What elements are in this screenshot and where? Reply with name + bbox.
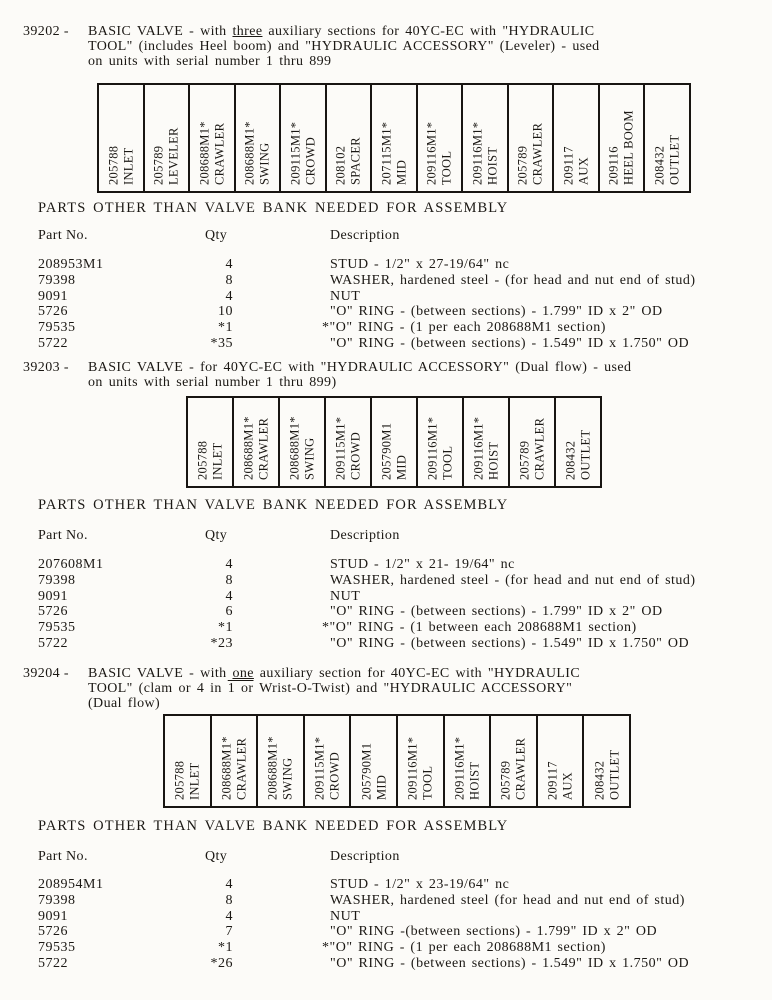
part-number: 208688M1* bbox=[265, 736, 280, 800]
parts-row bbox=[38, 589, 768, 605]
col-qty: Qty bbox=[205, 849, 228, 864]
parts-row bbox=[38, 636, 768, 652]
qty: 8 bbox=[225, 272, 233, 288]
valve-section-label bbox=[554, 86, 597, 190]
part-no: 79398 bbox=[38, 892, 76, 908]
section-name: MID bbox=[393, 159, 408, 185]
heading-line-3: (Dual flow) bbox=[88, 696, 161, 711]
parts-table-39202 bbox=[38, 257, 768, 352]
parts-row bbox=[38, 304, 768, 320]
part-no: 5722 bbox=[38, 955, 68, 971]
parts-row bbox=[38, 924, 768, 940]
section-name: TOOL bbox=[439, 150, 454, 185]
parts-row bbox=[38, 273, 768, 289]
parts-heading: PARTS OTHER THAN VALVE BANK NEEDED FOR ASSEMBLY bbox=[38, 497, 509, 513]
section-name: SPACER bbox=[348, 137, 363, 185]
section-name: TOOL bbox=[420, 765, 435, 800]
part-no: 9091 bbox=[38, 908, 68, 924]
valve-bank-table-39204 bbox=[163, 714, 631, 808]
part-no: 79535 bbox=[38, 320, 76, 336]
part-no: 207608M1 bbox=[38, 557, 104, 572]
section-name: SWING bbox=[302, 437, 316, 480]
section-name: MID bbox=[394, 454, 408, 480]
heading-line-1: BASIC VALVE - for 40YC-EC with "HYDRAULIC ACCESSORY" (Dual flow) - used bbox=[88, 360, 632, 375]
description: NUT bbox=[330, 588, 361, 604]
section-number: 39204 - bbox=[23, 666, 69, 681]
part-number: 209116M1* bbox=[424, 121, 439, 185]
col-qty: Qty bbox=[205, 528, 228, 543]
heading-line-1: BASIC VALVE - with three auxiliary sections for 40YC-EC with "HYDRAULIC bbox=[88, 24, 595, 39]
description: "O" RING - (between sections) - 1.799" ID x 2" OD bbox=[330, 304, 663, 320]
valve-section-label bbox=[645, 86, 688, 190]
description: STUD - 1/2" x 21- 19/64" nc bbox=[330, 557, 515, 572]
valve-section-label bbox=[145, 86, 188, 190]
valve-section-cell bbox=[463, 85, 509, 191]
valve-section-cell bbox=[584, 716, 629, 806]
valve-section-cell bbox=[418, 85, 464, 191]
valve-section-cell bbox=[509, 85, 555, 191]
section-heading-39204 bbox=[23, 666, 580, 711]
parts-row bbox=[38, 573, 768, 589]
part-number: 209117 bbox=[545, 761, 560, 800]
description: WASHER, hardened steel - (for head and nut end of stud) bbox=[330, 572, 696, 588]
part-number: 209116M1* bbox=[425, 416, 440, 480]
section-name: TOOL bbox=[440, 445, 454, 480]
part-number: 205790M1 bbox=[379, 422, 394, 480]
part-number: 208432 bbox=[563, 440, 578, 480]
valve-bank-table-39202 bbox=[97, 83, 691, 193]
part-number: 205789 bbox=[498, 760, 513, 800]
section-name: CRAWLER bbox=[532, 417, 546, 480]
section-name: CRAWLER bbox=[256, 417, 270, 480]
part-number: 205788 bbox=[195, 440, 210, 480]
part-number: 208102 bbox=[333, 145, 348, 185]
section-heading-text bbox=[88, 24, 600, 69]
part-number: 205790M1 bbox=[359, 742, 374, 800]
parts-row bbox=[38, 604, 768, 620]
qty: *35 bbox=[210, 335, 233, 351]
description: *"O" RING - (1 per each 208688M1 section) bbox=[322, 320, 606, 336]
qty: *1 bbox=[218, 940, 233, 956]
section-name: INLET bbox=[120, 147, 135, 185]
qty: 8 bbox=[225, 572, 233, 588]
description: STUD - 1/2" x 27-19/64" nc bbox=[330, 257, 510, 272]
part-no: 5722 bbox=[38, 635, 68, 651]
valve-section-label bbox=[166, 717, 209, 805]
part-no: 208954M1 bbox=[38, 877, 104, 892]
section-name: AUX bbox=[575, 157, 590, 185]
parts-row bbox=[38, 940, 768, 956]
part-number: 209116 bbox=[606, 146, 621, 185]
valve-section-label bbox=[557, 399, 600, 485]
part-no: 79535 bbox=[38, 620, 76, 636]
description: "O" RING - (between sections) - 1.549" ID x 1.750" OD bbox=[330, 335, 690, 351]
parts-row bbox=[38, 893, 768, 909]
valve-section-label bbox=[236, 86, 279, 190]
description: "O" RING -(between sections) - 1.799" ID x 2" OD bbox=[330, 924, 658, 940]
section-name: AUX bbox=[560, 772, 575, 800]
valve-section-cell bbox=[398, 716, 445, 806]
valve-section-cell bbox=[600, 85, 646, 191]
section-number: 39202 - bbox=[23, 24, 69, 39]
valve-section-label bbox=[99, 86, 142, 190]
section-name: OUTLET bbox=[666, 134, 681, 185]
section-name: HEEL BOOM bbox=[621, 110, 636, 185]
valve-section-label bbox=[190, 86, 233, 190]
valve-section-label bbox=[259, 717, 302, 805]
part-number: 208688M1* bbox=[287, 416, 302, 480]
valve-section-label bbox=[539, 717, 582, 805]
section-name: HOIST bbox=[484, 146, 499, 185]
col-description: Description bbox=[330, 228, 400, 243]
description: WASHER, hardened steel - (for head and nut end of stud) bbox=[330, 272, 696, 288]
valve-section-label bbox=[372, 86, 415, 190]
part-no: 79535 bbox=[38, 940, 76, 956]
parts-column-headers bbox=[38, 228, 738, 244]
description: *"O" RING - (1 per each 208688M1 section) bbox=[322, 940, 606, 956]
qty: 4 bbox=[225, 557, 233, 572]
valve-section-cell bbox=[510, 398, 556, 486]
qty: *1 bbox=[218, 620, 233, 636]
part-number: 208688M1* bbox=[241, 416, 256, 480]
valve-section-label bbox=[281, 399, 324, 485]
part-no: 5726 bbox=[38, 924, 68, 940]
valve-section-cell bbox=[445, 716, 492, 806]
valve-section-cell bbox=[556, 398, 600, 486]
valve-section-label bbox=[585, 717, 628, 805]
parts-row bbox=[38, 336, 768, 352]
part-number: 209117 bbox=[561, 146, 576, 185]
valve-section-cell bbox=[280, 398, 326, 486]
parts-row bbox=[38, 257, 768, 273]
valve-section-cell bbox=[145, 85, 191, 191]
parts-column-headers bbox=[38, 528, 738, 544]
heading-line-3: on units with serial number 1 thru 899 bbox=[88, 54, 332, 69]
part-number: 205788 bbox=[172, 760, 187, 800]
qty: 7 bbox=[225, 924, 233, 940]
qty: 6 bbox=[225, 604, 233, 620]
heading-line-2: TOOL" (includes Heel boom) and "HYDRAULIC ACCESSORY" (Leveler) - used bbox=[88, 39, 600, 54]
valve-section-label bbox=[600, 86, 643, 190]
qty: 4 bbox=[225, 257, 233, 272]
part-number: 209115M1* bbox=[288, 121, 303, 185]
description: STUD - 1/2" x 23-19/64" nc bbox=[330, 877, 510, 892]
valve-bank-table-39203 bbox=[186, 396, 602, 488]
col-part-no: Part No. bbox=[38, 849, 88, 864]
col-part-no: Part No. bbox=[38, 228, 88, 243]
part-number: 207115M1* bbox=[379, 121, 394, 185]
qty: *26 bbox=[210, 955, 233, 971]
col-description: Description bbox=[330, 849, 400, 864]
section-heading-text bbox=[88, 666, 580, 711]
section-name: CROWD bbox=[302, 136, 317, 185]
section-name: OUTLET bbox=[578, 429, 592, 480]
part-no: 79398 bbox=[38, 572, 76, 588]
valve-section-cell bbox=[327, 85, 373, 191]
valve-section-label bbox=[212, 717, 255, 805]
part-number: 205789 bbox=[517, 440, 532, 480]
parts-row bbox=[38, 620, 768, 636]
qty: 4 bbox=[225, 908, 233, 924]
valve-section-label bbox=[281, 86, 324, 190]
valve-section-cell bbox=[645, 85, 689, 191]
description: *"O" RING - (1 between each 208688M1 section) bbox=[322, 620, 637, 636]
qty: *1 bbox=[218, 320, 233, 336]
section-name: CROWD bbox=[327, 751, 342, 800]
part-number: 209116M1* bbox=[452, 736, 467, 800]
part-number: 209116M1* bbox=[471, 416, 486, 480]
section-number: 39203 - bbox=[23, 360, 69, 375]
parts-table-39203 bbox=[38, 557, 768, 652]
part-no: 79398 bbox=[38, 272, 76, 288]
valve-section-cell bbox=[372, 85, 418, 191]
part-number: 205788 bbox=[106, 145, 121, 185]
qty: 10 bbox=[218, 304, 233, 320]
valve-section-cell bbox=[236, 85, 282, 191]
section-name: CRAWLER bbox=[513, 737, 528, 800]
qty: 8 bbox=[225, 892, 233, 908]
part-number: 208688M1* bbox=[219, 736, 234, 800]
heading-line-1: BASIC VALVE - with one auxiliary section for 40YC-EC with "HYDRAULIC bbox=[88, 666, 581, 681]
parts-row bbox=[38, 956, 768, 972]
part-no: 5726 bbox=[38, 604, 68, 620]
valve-section-label bbox=[399, 717, 442, 805]
valve-section-cell bbox=[305, 716, 352, 806]
valve-section-label bbox=[509, 86, 552, 190]
parts-heading: PARTS OTHER THAN VALVE BANK NEEDED FOR ASSEMBLY bbox=[38, 200, 509, 216]
valve-section-cell bbox=[188, 398, 234, 486]
part-no: 9091 bbox=[38, 588, 68, 604]
part-number: 208688M1* bbox=[197, 121, 212, 185]
section-name: CRAWLER bbox=[233, 737, 248, 800]
parts-column-headers bbox=[38, 849, 738, 865]
section-name: SWING bbox=[257, 142, 272, 185]
valve-section-cell bbox=[258, 716, 305, 806]
part-no: 5726 bbox=[38, 304, 68, 320]
parts-row bbox=[38, 557, 768, 573]
part-number: 208688M1* bbox=[242, 121, 257, 185]
heading-line-2: on units with serial number 1 thru 899) bbox=[88, 375, 337, 390]
parts-table-39204 bbox=[38, 877, 768, 972]
col-part-no: Part No. bbox=[38, 528, 88, 543]
valve-section-cell bbox=[372, 398, 418, 486]
col-qty: Qty bbox=[205, 228, 228, 243]
section-name: CRAWLER bbox=[211, 122, 226, 185]
valve-section-label bbox=[352, 717, 395, 805]
parts-row bbox=[38, 877, 768, 893]
section-name: HOIST bbox=[486, 441, 500, 480]
valve-section-cell bbox=[538, 716, 585, 806]
description: "O" RING - (between sections) - 1.549" ID x 1.750" OD bbox=[330, 955, 690, 971]
heading-line-2: TOOL" (clam or 4 in 1 or Wrist-O-Twist) and "HYDRAULIC ACCESSORY" bbox=[88, 681, 573, 696]
description: WASHER, hardened steel (for head and nut end of stud) bbox=[330, 892, 685, 908]
description: "O" RING - (between sections) - 1.799" ID x 2" OD bbox=[330, 604, 663, 620]
valve-section-cell bbox=[165, 716, 212, 806]
parts-heading: PARTS OTHER THAN VALVE BANK NEEDED FOR ASSEMBLY bbox=[38, 818, 509, 834]
valve-section-cell bbox=[491, 716, 538, 806]
valve-section-cell bbox=[281, 85, 327, 191]
valve-section-label bbox=[465, 399, 508, 485]
col-description: Description bbox=[330, 528, 400, 543]
valve-section-label bbox=[492, 717, 535, 805]
valve-section-cell bbox=[418, 398, 464, 486]
section-name: CROWD bbox=[348, 431, 362, 480]
valve-section-label bbox=[306, 717, 349, 805]
part-number: 208432 bbox=[652, 145, 667, 185]
valve-section-label bbox=[511, 399, 554, 485]
qty: 4 bbox=[225, 288, 233, 304]
qty: 4 bbox=[225, 877, 233, 892]
parts-row bbox=[38, 289, 768, 305]
section-name: MID bbox=[373, 774, 388, 800]
part-no: 9091 bbox=[38, 288, 68, 304]
valve-section-cell bbox=[464, 398, 510, 486]
part-number: 205789 bbox=[515, 145, 530, 185]
valve-section-cell bbox=[212, 716, 259, 806]
section-name: HOIST bbox=[466, 761, 481, 800]
parts-row bbox=[38, 320, 768, 336]
valve-section-cell bbox=[234, 398, 280, 486]
section-heading-39203 bbox=[23, 360, 631, 390]
valve-section-label bbox=[235, 399, 278, 485]
valve-section-cell bbox=[351, 716, 398, 806]
valve-section-label bbox=[189, 399, 232, 485]
valve-section-label bbox=[419, 399, 462, 485]
section-name: INLET bbox=[187, 762, 202, 800]
part-no: 5722 bbox=[38, 335, 68, 351]
section-name: LEVELER bbox=[166, 127, 181, 185]
valve-section-label bbox=[418, 86, 461, 190]
section-heading-39202 bbox=[23, 24, 600, 69]
valve-section-cell bbox=[99, 85, 145, 191]
valve-section-label bbox=[445, 717, 488, 805]
part-number: 209115M1* bbox=[312, 736, 327, 800]
part-number: 209115M1* bbox=[333, 416, 348, 480]
section-name: CRAWLER bbox=[530, 122, 545, 185]
part-number: 208432 bbox=[592, 760, 607, 800]
qty: 4 bbox=[225, 588, 233, 604]
part-number: 205789 bbox=[151, 145, 166, 185]
valve-section-cell bbox=[326, 398, 372, 486]
valve-section-cell bbox=[190, 85, 236, 191]
valve-section-label bbox=[327, 399, 370, 485]
qty: *23 bbox=[210, 635, 233, 651]
section-name: OUTLET bbox=[606, 749, 621, 800]
part-no: 208953M1 bbox=[38, 257, 104, 272]
section-heading-text bbox=[88, 360, 631, 390]
valve-section-label bbox=[463, 86, 506, 190]
description: NUT bbox=[330, 288, 361, 304]
part-number: 209116M1* bbox=[470, 121, 485, 185]
valve-section-label bbox=[327, 86, 370, 190]
section-name: INLET bbox=[210, 442, 224, 480]
valve-section-cell bbox=[554, 85, 600, 191]
section-name: SWING bbox=[280, 757, 295, 800]
valve-section-label bbox=[373, 399, 416, 485]
part-number: 209116M1* bbox=[405, 736, 420, 800]
description: "O" RING - (between sections) - 1.549" ID x 1.750" OD bbox=[330, 635, 690, 651]
description: NUT bbox=[330, 908, 361, 924]
parts-row bbox=[38, 909, 768, 925]
